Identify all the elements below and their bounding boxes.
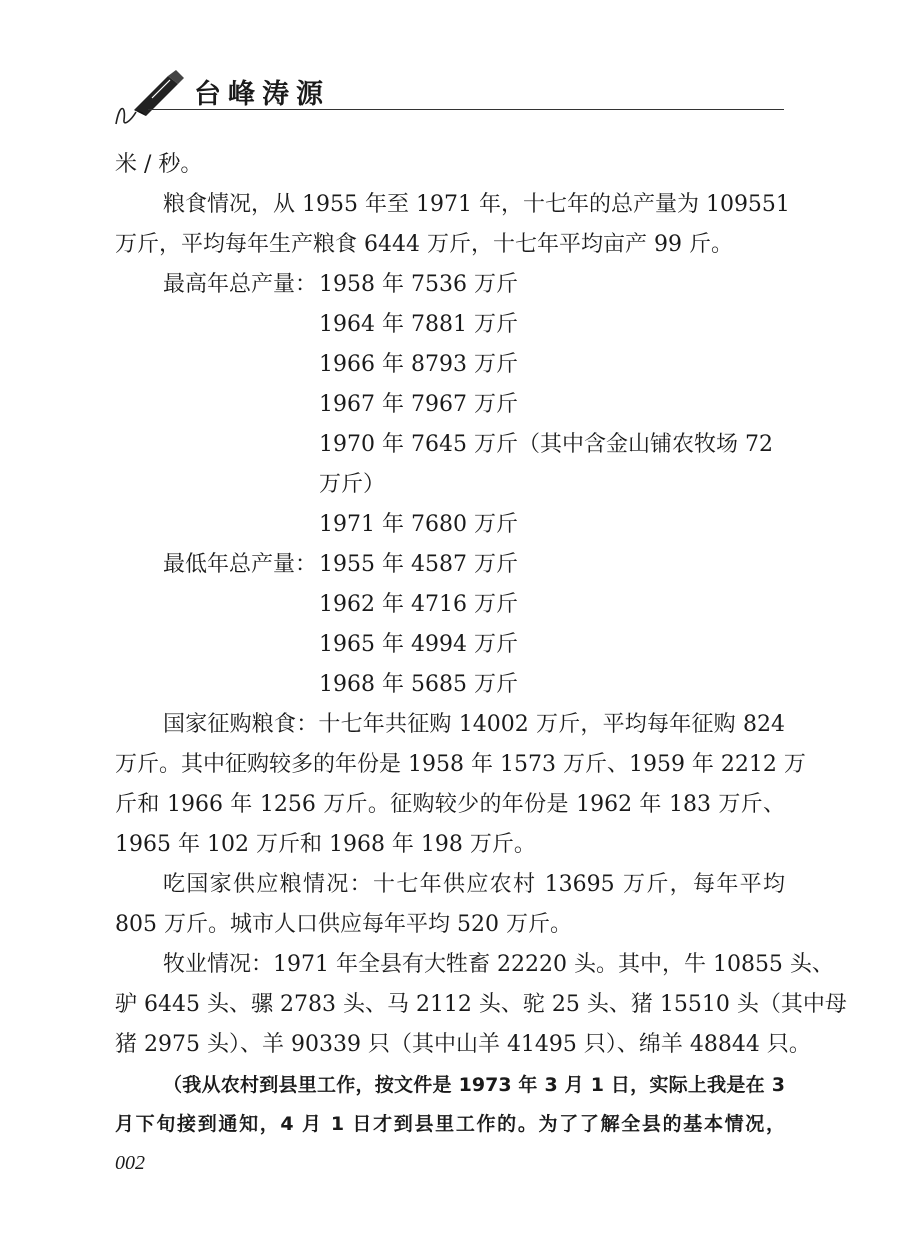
list-item: 1962 年 4716 万斤 <box>319 592 518 617</box>
list-item: 1967 年 7967 万斤 <box>319 392 518 417</box>
text-line: 国家征购粮食：十七年共征购 14002 万斤，平均每年征购 824 <box>163 712 785 737</box>
lowest-row <box>115 545 785 585</box>
list-item: 1970 年 7645 万斤（其中含金山铺农牧场 72 <box>319 432 773 457</box>
list-item: 1955 年 4587 万斤 <box>319 552 518 577</box>
highest-row <box>115 265 785 305</box>
text-line: 猪 2975 头）、羊 90339 只（其中山羊 41495 只）、绵羊 48844 只。 <box>115 1032 811 1057</box>
list-item: 1968 年 5685 万斤 <box>319 672 518 697</box>
text-line: 驴 6445 头、骡 2783 头、马 2112 头、驼 25 头、猪 15510 头（其中母 <box>115 992 847 1017</box>
text-line: 牧业情况：1971 年全县有大牲畜 22220 头。其中，牛 10855 头、 <box>163 952 834 977</box>
text-line: 米 / 秒。 <box>115 152 203 177</box>
text-line: 805 万斤。城市人口供应每年平均 520 万斤。 <box>115 912 572 937</box>
text-line: 粮食情况，从 1955 年至 1971 年，十七年的总产量为 109551 <box>163 192 790 217</box>
note-line: 月下旬接到通知，4 月 1 日才到县里工作的。为了了解全县的基本情况， <box>115 1113 785 1135</box>
text-line: 1965 年 102 万斤和 1968 年 198 万斤。 <box>115 832 536 857</box>
text-line: 万斤，平均每年生产粮食 6444 万斤，十七年平均亩产 99 斤。 <box>115 232 733 257</box>
page-header <box>112 62 784 132</box>
text-line: 万斤。其中征购较多的年份是 1958 年 1573 万斤、1959 年 2212 万 <box>115 752 806 777</box>
list-item: 1958 年 7536 万斤 <box>319 272 518 297</box>
list-item: 1964 年 7881 万斤 <box>319 312 518 337</box>
lowest-label: 最低年总产量： <box>163 552 318 577</box>
list-item: 1966 年 8793 万斤 <box>319 352 518 377</box>
page-number: 002 <box>115 1152 145 1174</box>
highest-label: 最高年总产量： <box>163 272 318 297</box>
text-line: 吃国家供应粮情况：十七年供应农村 13695 万斤，每年平均 <box>163 872 785 897</box>
list-item: 万斤） <box>319 472 386 497</box>
text-line: 斤和 1966 年 1256 万斤。征购较少的年份是 1962 年 183 万斤、 <box>115 792 785 817</box>
note-line: （我从农村到县里工作，按文件是 1973 年 3 月 1 日，实际上我是在 3 <box>163 1074 785 1096</box>
book-title: 台峰涛源 <box>194 79 330 110</box>
author-note <box>115 1066 785 1144</box>
fountain-pen-icon <box>112 62 192 132</box>
list-item: 1971 年 7680 万斤 <box>319 512 518 537</box>
main-text <box>115 145 847 1065</box>
header-rule <box>148 109 784 110</box>
list-item: 1965 年 4994 万斤 <box>319 632 518 657</box>
